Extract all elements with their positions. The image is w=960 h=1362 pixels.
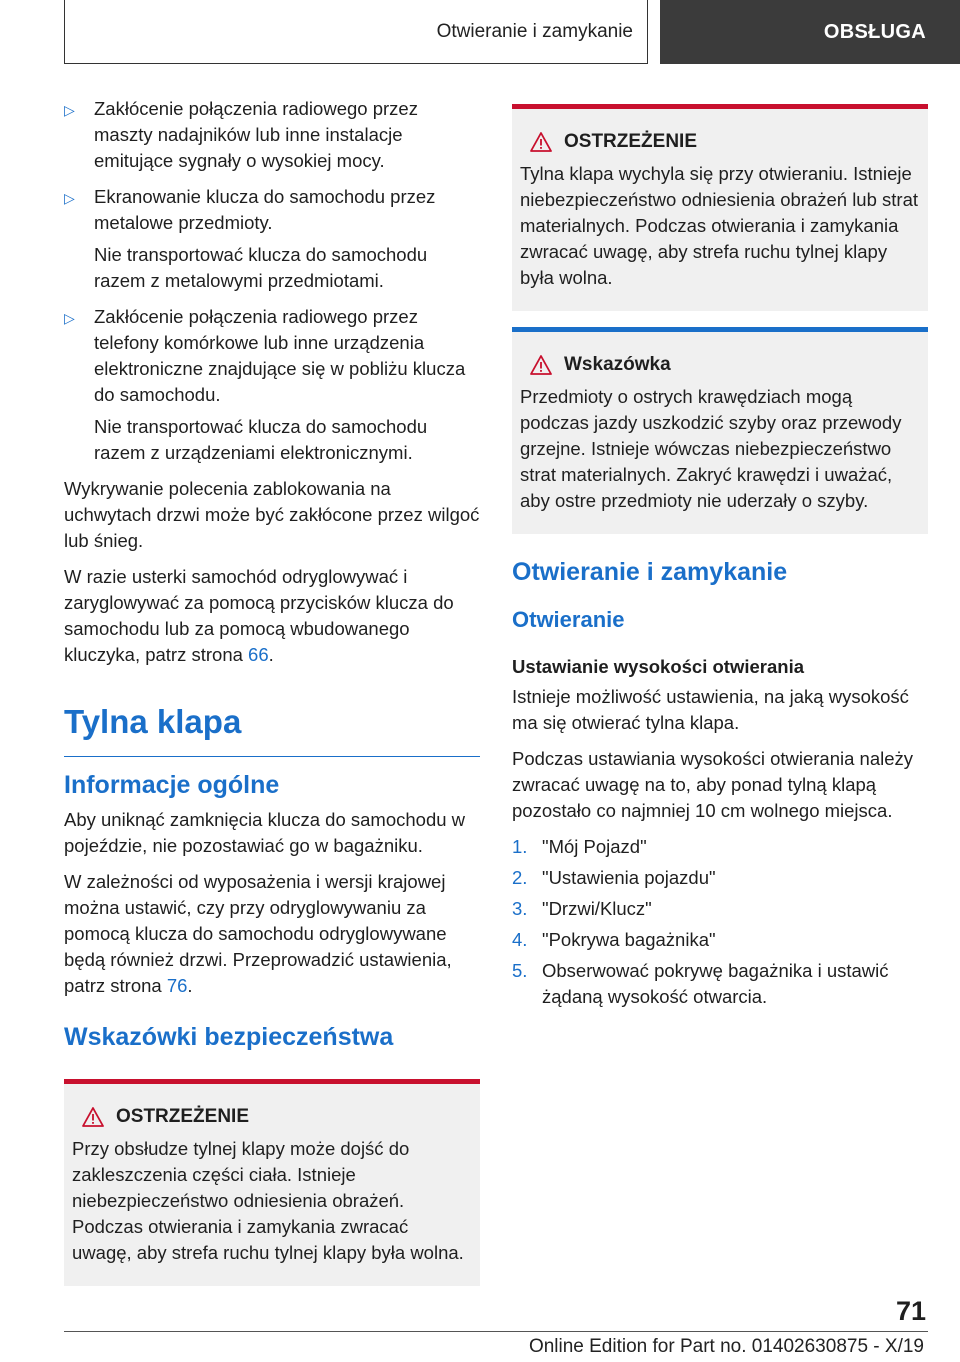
bullet-item [64, 184, 480, 294]
paragraph: Wykrywanie polecenia zablokowania na uchwytach drzwi może być zakłócone przez wilgoć lub śnieg. [64, 478, 480, 551]
bullet-item [64, 96, 480, 174]
heading-opening-closing: Otwieranie i zamykanie [512, 558, 788, 586]
footer-divider [64, 1331, 928, 1332]
paragraph: W zależności od wyposażenia i wersji krajowej można ustawić, czy przy odryglowywaniu za pomocą klucza do samochodu odryglowywane będą również drzwi. Przeprowadzić ustawienia, patrz strona 76. [64, 871, 452, 996]
list-item: 2. "Ustawienia pojazdu" [512, 867, 716, 888]
paragraph: W razie usterki samochód odryglowywać i zaryglowywać za pomocą przycisków klucza do samochodu lub za pomocą wbudowanego kluczyka, patrz strona 66. [64, 566, 454, 665]
list-item: 5. Obserwować pokrywę bagażnika i ustawić żądaną wysokość otwarcia. [512, 960, 889, 1007]
paragraph: Aby uniknąć zamknięcia klucza do samochodu w pojeździe, nie pozostawiać go w bagażniku. [64, 809, 466, 856]
bullet-text: Zakłócenie połączenia radiowego przez maszty nadajników lub inne instalacje emitujące sygnały o wysokiej mocy. [94, 98, 418, 171]
paragraph: Podczas ustawiania wysokości otwierania należy zwracać uwagę na to, aby ponad tylną klapą pozostało co najmniej 10 cm wolnego miejsca. [512, 748, 914, 821]
list-item: 1. "Mój Pojazd" [512, 836, 647, 857]
triangle-bullet-icon: ▷ [64, 310, 75, 326]
bullet-subtext: Nie transportować klucza do samochodu razem z metalowymi przedmiotami. [94, 244, 428, 291]
warning-box [64, 1079, 480, 1286]
note-triangle-icon [530, 355, 552, 375]
section-tab: OBSŁUGA [823, 20, 926, 43]
warning-text: Przy obsłudze tylnej klapy może dojść do zakleszczenia części ciała. Istnieje niebezpieczeństwo odniesienia obrażeń. Podczas otwierania i zamykania zwracać uwagę, aby strefa ruchu tylnej klapy była wolna. [72, 1138, 464, 1263]
steps-list [512, 834, 928, 1010]
chapter-header [64, 0, 648, 64]
warning-triangle-icon [530, 132, 552, 152]
page-number: 71 [895, 1296, 926, 1326]
warning-text: Tylna klapa wychyla się przy otwieraniu. Istnieje niebezpieczeństwo odniesienia obrażeń lub strat materialnych. Podczas otwierania i zamykania zwracać uwagę, aby strefa ruchu tylnej klapy była wolna. [520, 163, 919, 288]
heading-general-info: Informacje ogólne [64, 771, 280, 799]
note-title: Wskazówka [564, 354, 671, 375]
note-box [512, 327, 928, 534]
list-item: 3. "Drzwi/Klucz" [512, 898, 652, 919]
heading-safety: Wskazówki bezpieczeństwa [64, 1023, 394, 1051]
heading-opening: Otwieranie [512, 607, 625, 632]
triangle-bullet-icon: ▷ [64, 190, 75, 206]
bullet-text: Zakłócenie połączenia radiowego przez telefony komórkowe lub inne urządzenia elektroniczne znajdujące się w pobliżu klucza do samochodu. [94, 306, 466, 405]
chapter-title: Otwieranie i zamykanie [436, 20, 633, 42]
page-link[interactable]: 66 [248, 644, 269, 665]
left-column [64, 96, 480, 1296]
warning-triangle-icon [82, 1107, 104, 1127]
list-item: 4. "Pokrywa bagażnika" [512, 929, 716, 950]
bullet-item [64, 304, 480, 466]
paragraph: Istnieje możliwość ustawienia, na jaką wysokość ma się otwierać tylna klapa. [512, 686, 909, 733]
note-text: Przedmioty o ostrych krawędziach mogą podczas jazdy uszkodzić szyby oraz przewody grzejne. Istnieje wówczas niebezpieczeństwo strat materialnych. Zakryć krawędzi i uważać, aby ostre przedmioty nie uderzały o szyby. [520, 386, 902, 511]
triangle-bullet-icon: ▷ [64, 102, 75, 118]
right-column [512, 96, 928, 1015]
chapter-title-tylna-klapa: Tylna klapa [64, 702, 480, 757]
warning-title: OSTRZEŻENIE [564, 131, 698, 152]
section-header [660, 0, 960, 64]
bullet-text: Ekranowanie klucza do samochodu przez metalowe przedmioty. [94, 186, 436, 233]
page-link[interactable]: 76 [166, 975, 188, 996]
footer-text: Online Edition for Part no. 01402630875 - X/19 [528, 1336, 924, 1357]
heading-opening-height: Ustawianie wysokości otwierania [512, 656, 804, 677]
bullet-subtext: Nie transportować klucza do samochodu razem z urządzeniami elektronicznymi. [94, 416, 428, 463]
warning-box [512, 104, 928, 311]
warning-title: OSTRZEŻENIE [116, 1106, 250, 1127]
